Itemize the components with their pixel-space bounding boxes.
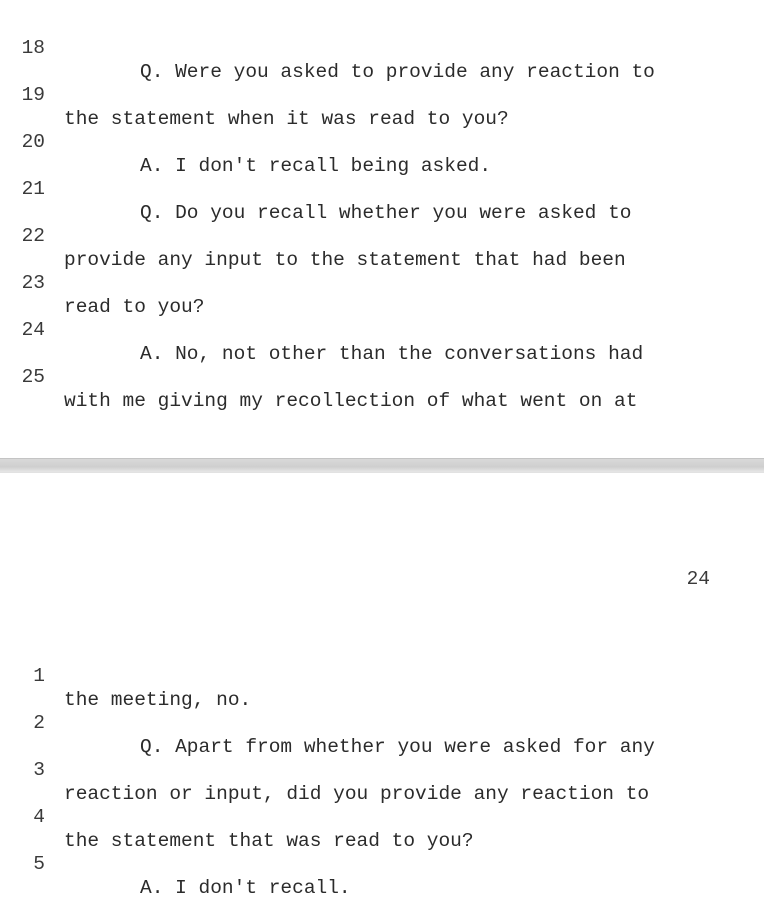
line-text: the statement when it was read to you? bbox=[64, 108, 509, 130]
transcript-page-top bbox=[0, 0, 764, 458]
line-number: 3 bbox=[33, 759, 45, 781]
line-text: reaction or input, did you provide any reaction to bbox=[64, 783, 650, 805]
line-text: Q. Were you asked to provide any reaction to bbox=[140, 61, 655, 83]
page-separator bbox=[0, 458, 764, 473]
transcript-line bbox=[0, 294, 764, 365]
transcript-line bbox=[0, 59, 764, 130]
line-number: 21 bbox=[21, 178, 45, 200]
line-number: 20 bbox=[21, 131, 45, 153]
line-number: 4 bbox=[33, 806, 45, 828]
line-text: the statement that was read to you? bbox=[64, 830, 474, 852]
line-number: 2 bbox=[33, 712, 45, 734]
transcript-line bbox=[0, 247, 764, 318]
line-text: provide any input to the statement that had been bbox=[64, 249, 626, 271]
line-text: A. I don't recall being asked. bbox=[140, 155, 492, 177]
line-number: 22 bbox=[21, 225, 45, 247]
line-text: Q. Do you recall whether you were asked to bbox=[140, 202, 632, 224]
line-text: the meeting, no. bbox=[64, 689, 252, 711]
line-number: 23 bbox=[21, 272, 45, 294]
transcript-line bbox=[0, 341, 764, 412]
line-text: with me giving my recollection of what went on at bbox=[64, 390, 638, 412]
line-number: 5 bbox=[33, 853, 45, 875]
line-text: Q. Apart from whether you were asked for any bbox=[140, 736, 655, 758]
transcript-page-bottom bbox=[0, 473, 764, 899]
line-number: 25 bbox=[21, 366, 45, 388]
transcript-line bbox=[0, 687, 764, 758]
page-number: 24 bbox=[686, 568, 710, 590]
transcript-line bbox=[0, 200, 764, 271]
line-number: 24 bbox=[21, 319, 45, 341]
transcript-line bbox=[0, 153, 764, 224]
transcript-line bbox=[0, 828, 764, 899]
transcript-line bbox=[0, 106, 764, 177]
line-number: 18 bbox=[21, 37, 45, 59]
line-text: A. No, not other than the conversations had bbox=[140, 343, 644, 365]
transcript-line bbox=[0, 12, 764, 83]
line-number: 19 bbox=[21, 84, 45, 106]
line-text: A. I don't recall. bbox=[140, 877, 351, 899]
transcript-line bbox=[0, 781, 764, 852]
line-number: 1 bbox=[33, 665, 45, 687]
transcript-line bbox=[0, 640, 764, 711]
transcript-line bbox=[0, 734, 764, 805]
line-text: read to you? bbox=[64, 296, 205, 318]
